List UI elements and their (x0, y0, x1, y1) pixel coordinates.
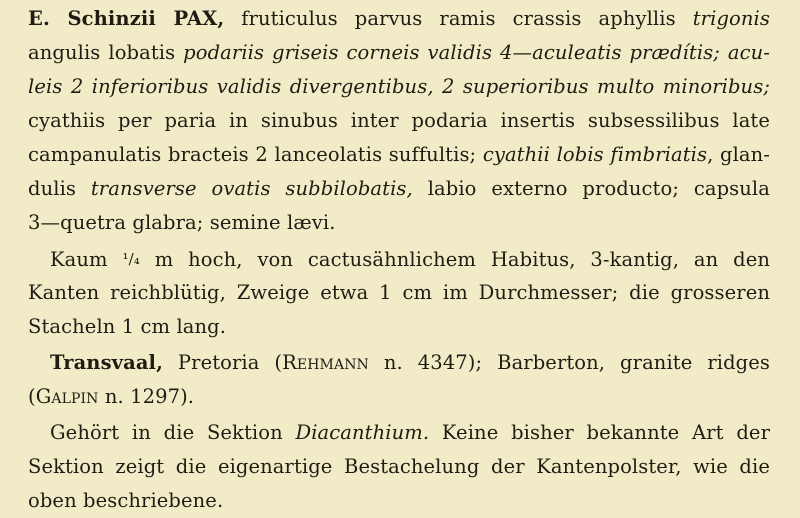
text-segment: transverse ovatis subbilobatis, (90, 177, 413, 200)
text-segment: Sektion zeigt die eigenartige Bestachelung der Kantenpolster, wie die (28, 455, 770, 478)
text-segment: podariis griseis corneis validis 4—aculeatis prædítis; acu- (183, 41, 770, 64)
text-segment: n. 1297). (98, 385, 195, 408)
text-line (28, 206, 770, 240)
text-segment: m hoch, von cactusähnlichem Habitus, 3-kantig, an den (139, 248, 770, 271)
text-line (28, 242, 770, 276)
text-segment: Kaum (50, 248, 123, 271)
text-segment: leis 2 inferioribus validis divergentibus, 2 superioribus multo minoribus; (28, 75, 770, 98)
text-segment: n. 4347); Barberton, granite ridges (368, 351, 770, 374)
text-line (28, 416, 770, 450)
text-segment: cyathii lobis fimbriatis (482, 143, 708, 166)
text-segment: Galpin (35, 385, 99, 408)
text-segment: dulis (28, 177, 91, 200)
text-line (28, 172, 770, 206)
text-segment: cyathiis per paria in sinubus inter podaria insertis subsessilibus late (28, 109, 770, 132)
text-segment: Transvaal, (50, 351, 163, 374)
text-segment: oben beschriebene. (28, 489, 224, 512)
text-line (28, 36, 770, 70)
text-segment: trigonis (692, 7, 770, 30)
text-segment: Diacanthium. (295, 421, 430, 444)
text-segment: Gehört in die Sektion (50, 421, 296, 444)
text-segment: labio externo producto; capsula (412, 177, 770, 200)
text-segment: E. Schinzii PAX, (28, 7, 225, 30)
text-segment: campanulatis bracteis 2 lanceolatis suffultis; (28, 143, 483, 166)
text-line (28, 2, 770, 36)
text-line (28, 70, 770, 104)
text-segment: fruticulus parvus ramis crassis aphyllis (224, 7, 693, 30)
text-line (28, 450, 770, 484)
text-line (28, 484, 770, 518)
text-segment: Kanten reichblütig, Zweige etwa 1 cm im Durchmesser; die grosseren (28, 281, 770, 304)
text-segment: angulis lobatis (28, 41, 184, 64)
text-segment: ¹/₄ (122, 250, 140, 268)
species-description-text (28, 2, 770, 518)
text-line (28, 346, 770, 380)
text-segment: ( (28, 385, 36, 408)
text-segment: , glan- (707, 143, 770, 166)
text-line (28, 310, 770, 344)
text-line (28, 138, 770, 172)
text-line (28, 380, 770, 414)
text-segment: Stacheln 1 cm lang. (28, 315, 227, 338)
text-segment: 3—quetra glabra; semine lævi. (28, 211, 336, 234)
text-line (28, 276, 770, 310)
text-segment: Rehmann (282, 351, 369, 374)
text-line (28, 104, 770, 138)
text-segment: Pretoria ( (162, 351, 283, 374)
text-segment: Keine bisher bekannte Art der (429, 421, 770, 444)
